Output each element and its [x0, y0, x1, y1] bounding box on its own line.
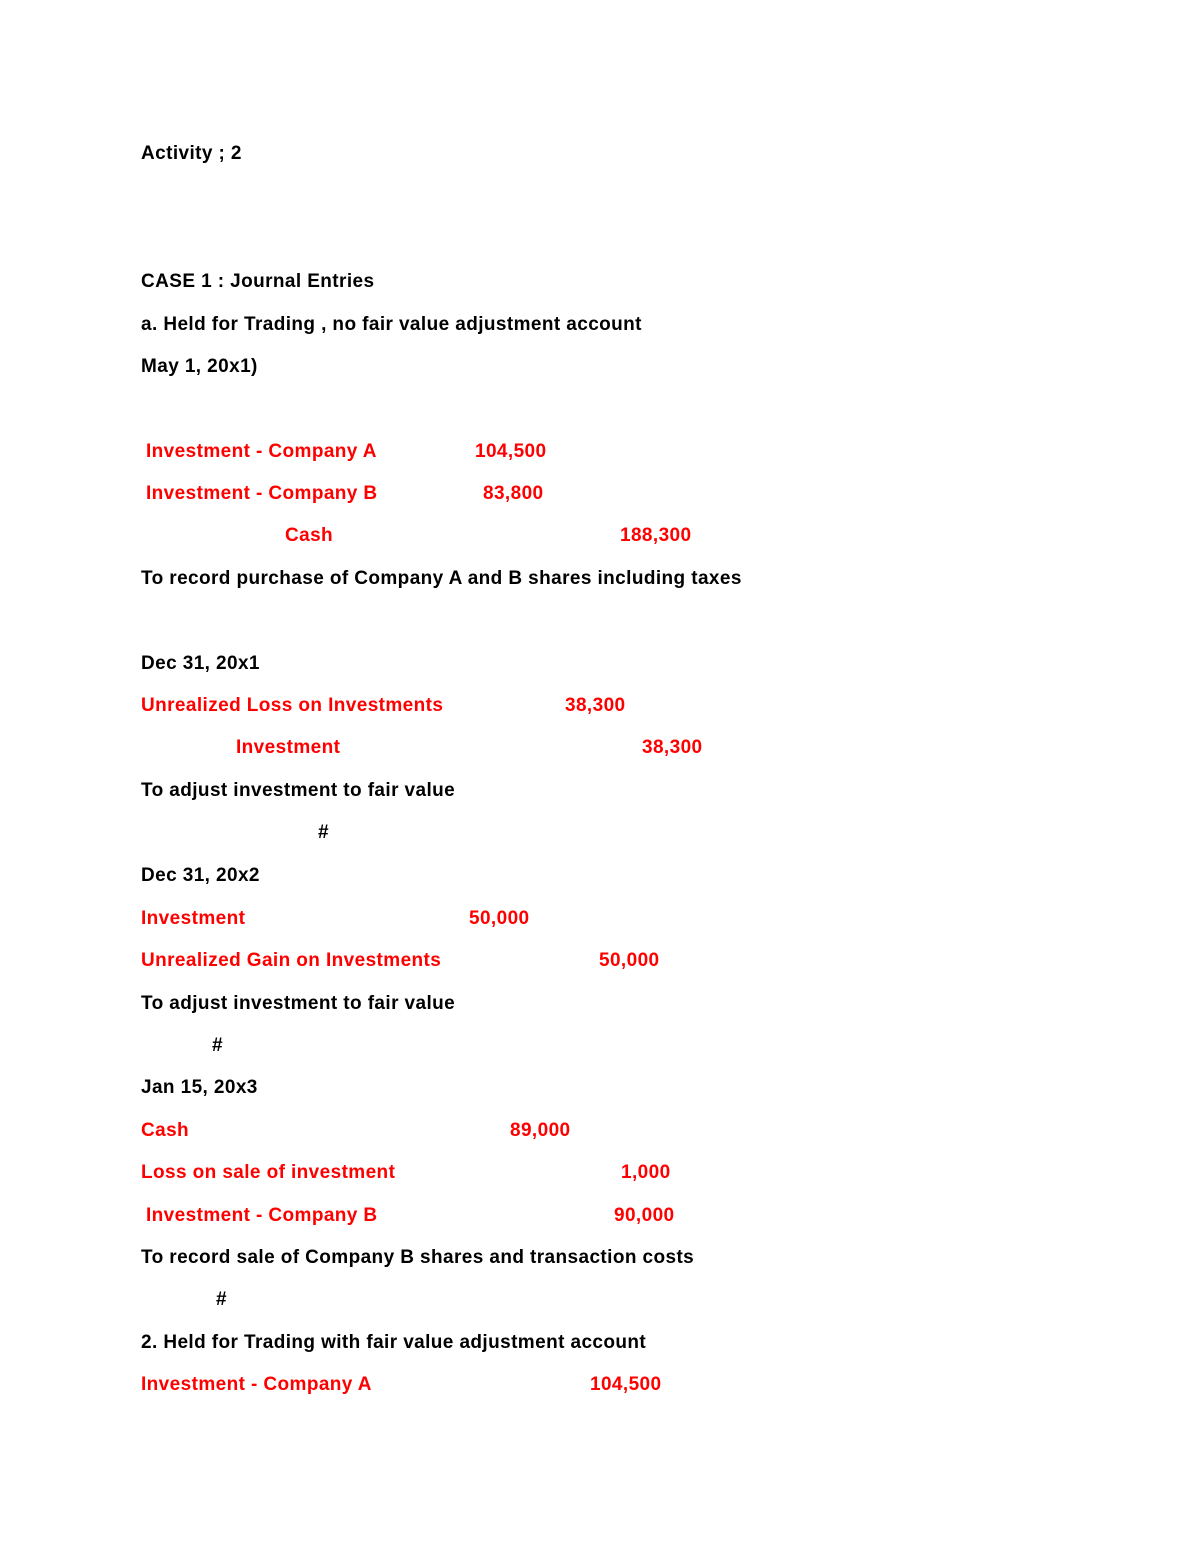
journal-account: Investment - Company B [146, 1205, 378, 1226]
journal-account: Investment [236, 737, 341, 758]
journal-account: Investment [141, 908, 246, 929]
case-title: CASE 1 : Journal Entries [141, 271, 375, 292]
debit-amount: 1,000 [621, 1162, 671, 1183]
debit-amount: 83,800 [483, 483, 544, 504]
entry-memo: To record sale of Company B shares and transaction costs [141, 1247, 695, 1268]
debit-amount: 104,500 [475, 441, 547, 462]
debit-amount: 50,000 [469, 908, 530, 929]
entry-date: May 1, 20x1) [141, 356, 258, 377]
separator-mark: # [318, 822, 329, 843]
debit-amount: 104,500 [590, 1374, 662, 1395]
debit-amount: 38,300 [565, 695, 626, 716]
credit-amount: 90,000 [614, 1205, 675, 1226]
journal-account: Cash [141, 1120, 190, 1141]
journal-account: Investment - Company A [141, 1374, 372, 1395]
separator-mark: # [216, 1289, 227, 1310]
activity-title: Activity ; 2 [141, 143, 242, 164]
journal-account: Investment - Company A [146, 441, 377, 462]
credit-amount: 38,300 [642, 737, 703, 758]
section-a-heading: a. Held for Trading , no fair value adjustment account [141, 314, 642, 335]
journal-account: Unrealized Gain on Investments [141, 950, 442, 971]
journal-account: Unrealized Loss on Investments [141, 695, 444, 716]
journal-account: Cash [285, 525, 334, 546]
debit-amount: 89,000 [510, 1120, 571, 1141]
entry-date: Dec 31, 20x2 [141, 865, 260, 886]
credit-amount: 50,000 [599, 950, 660, 971]
entry-memo: To record purchase of Company A and B shares including taxes [141, 568, 742, 589]
entry-date: Jan 15, 20x3 [141, 1077, 258, 1098]
section-2-heading: 2. Held for Trading with fair value adjustment account [141, 1332, 647, 1353]
journal-account: Investment - Company B [146, 483, 378, 504]
separator-mark: # [212, 1035, 223, 1056]
credit-amount: 188,300 [620, 525, 692, 546]
entry-memo: To adjust investment to fair value [141, 993, 456, 1014]
entry-memo: To adjust investment to fair value [141, 780, 456, 801]
journal-account: Loss on sale of investment [141, 1162, 396, 1183]
entry-date: Dec 31, 20x1 [141, 653, 260, 674]
